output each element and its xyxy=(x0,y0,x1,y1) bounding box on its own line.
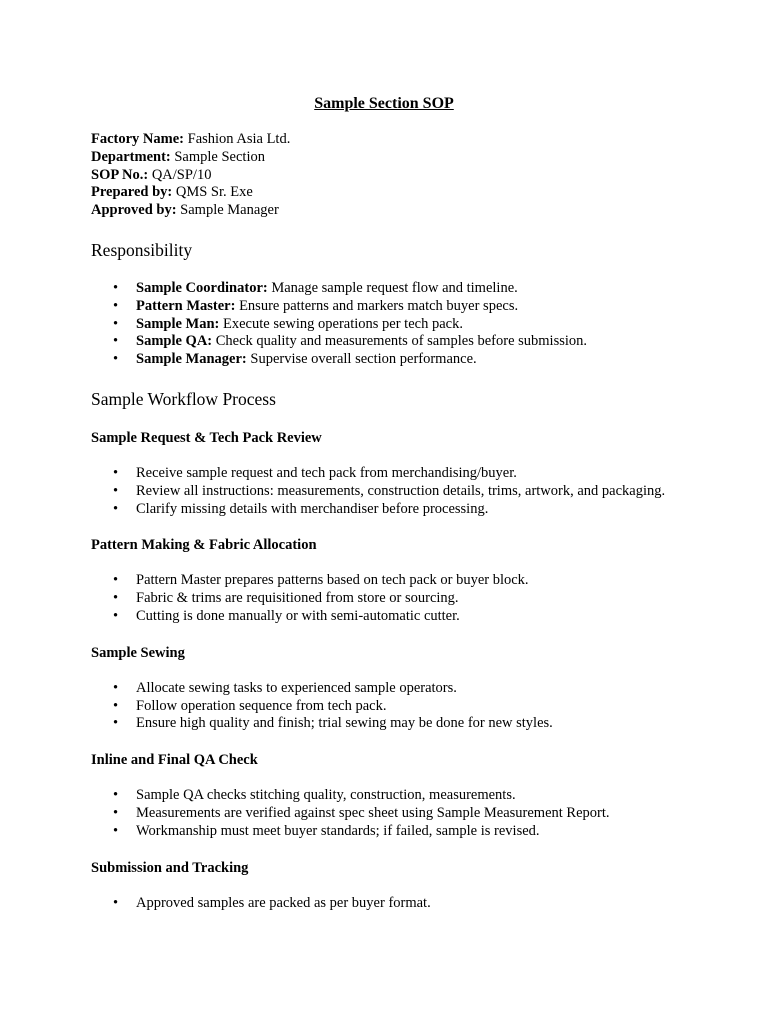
list-item-text: Allocate sewing tasks to experienced sample operators. xyxy=(136,679,457,696)
bullet-icon: • xyxy=(113,894,119,911)
bullet-icon: • xyxy=(113,804,119,821)
subsection-heading-pattern-making: Pattern Making & Fabric Allocation xyxy=(91,537,317,554)
role-text: Execute sewing operations per tech pack. xyxy=(219,315,463,332)
meta-label: Factory Name: xyxy=(91,131,184,147)
role-label: Sample QA: xyxy=(136,333,213,350)
meta-value: QA/SP/10 xyxy=(148,166,212,183)
role-label: Sample Man: xyxy=(136,315,220,332)
list-item xyxy=(91,590,688,608)
list-item xyxy=(91,608,688,626)
list-item xyxy=(91,787,688,805)
list-item xyxy=(91,698,688,716)
bullet-icon: • xyxy=(113,315,119,332)
meta-label: Prepared by: xyxy=(91,184,173,201)
list-item xyxy=(91,895,688,913)
bullet-icon: • xyxy=(113,482,119,499)
list-item xyxy=(91,333,688,351)
list-item-text: Sample QA checks stitching quality, construction, measurements. xyxy=(136,787,516,804)
meta-prepared-by xyxy=(91,184,688,202)
meta-sop-no xyxy=(91,167,688,185)
list-item xyxy=(91,715,688,733)
meta-label: Department: xyxy=(91,148,171,165)
bullet-icon: • xyxy=(113,787,119,804)
document-title: Sample Section SOP xyxy=(314,95,454,112)
bullet-icon: • xyxy=(113,279,119,296)
list-item xyxy=(91,280,688,298)
subsection-heading-qa-check: Inline and Final QA Check xyxy=(91,752,258,769)
workflow-heading: Sample Workflow Process xyxy=(91,388,276,409)
list-item xyxy=(91,501,688,519)
role-text: Ensure patterns and markers match buyer specs. xyxy=(235,297,519,314)
role-text: Manage sample request flow and timeline. xyxy=(267,279,518,296)
subsection-heading-submission: Submission and Tracking xyxy=(91,859,249,876)
list-item-text: Measurements are verified against spec sheet using Sample Measurement Report. xyxy=(136,804,610,821)
list-item xyxy=(91,298,688,316)
meta-value: Sample Manager xyxy=(176,202,279,219)
list-item-text: Workmanship must meet buyer standards; if failed, sample is revised. xyxy=(136,822,540,839)
list-item-text: Cutting is done manually or with semi-automatic cutter. xyxy=(136,607,460,624)
meta-value: QMS Sr. Exe xyxy=(172,184,253,201)
bullet-icon: • xyxy=(113,572,119,589)
bullet-icon: • xyxy=(113,679,119,696)
bullet-icon: • xyxy=(113,822,119,839)
list-item-text: Approved samples are packed as per buyer format. xyxy=(136,894,431,911)
list-item-text: Clarify missing details with merchandiser before processing. xyxy=(136,500,489,517)
meta-value: Sample Section xyxy=(170,148,265,165)
bullet-icon: • xyxy=(113,590,119,607)
list-item xyxy=(91,483,688,501)
list-item xyxy=(91,351,688,369)
bullet-icon: • xyxy=(113,351,119,368)
bullet-icon: • xyxy=(113,607,119,624)
meta-approved-by xyxy=(91,202,688,220)
responsibility-list xyxy=(91,280,688,369)
submission-list xyxy=(91,895,688,913)
list-item-text: Pattern Master prepares patterns based on tech pack or buyer block. xyxy=(136,572,529,589)
role-label: Sample Manager: xyxy=(136,351,247,368)
role-text: Check quality and measurements of samples before submission. xyxy=(212,333,588,350)
list-item-text: Ensure high quality and finish; trial sewing may be done for new styles. xyxy=(136,715,553,732)
subsection-heading-sample-sewing: Sample Sewing xyxy=(91,644,185,661)
meta-label: SOP No.: xyxy=(91,166,149,183)
list-item xyxy=(91,680,688,698)
meta-department xyxy=(91,149,688,167)
bullet-icon: • xyxy=(113,464,119,481)
list-item xyxy=(91,316,688,334)
bullet-icon: • xyxy=(113,333,119,350)
list-item xyxy=(91,465,688,483)
list-item xyxy=(91,805,688,823)
responsibility-heading: Responsibility xyxy=(91,239,193,260)
list-item-text: Follow operation sequence from tech pack. xyxy=(136,697,387,714)
request-review-list xyxy=(91,465,688,518)
subsection-heading-request-review: Sample Request & Tech Pack Review xyxy=(91,429,322,446)
qa-check-list xyxy=(91,787,688,840)
meta-value: Fashion Asia Ltd. xyxy=(184,131,291,147)
bullet-icon: • xyxy=(113,500,119,517)
sample-sewing-list xyxy=(91,680,688,733)
role-label: Pattern Master: xyxy=(136,297,236,314)
list-item-text: Receive sample request and tech pack from merchandising/buyer. xyxy=(136,464,517,481)
bullet-icon: • xyxy=(113,297,119,314)
list-item-text: Review all instructions: measurements, construction details, trims, artwork, and packaging. xyxy=(136,482,666,499)
pattern-making-list xyxy=(91,572,688,625)
role-text: Supervise overall section performance. xyxy=(246,351,477,368)
meta-block xyxy=(91,131,688,220)
list-item xyxy=(91,572,688,590)
role-label: Sample Coordinator: xyxy=(136,279,268,296)
meta-factory-name xyxy=(91,131,688,149)
list-item xyxy=(91,823,688,841)
list-item-text: Fabric & trims are requisitioned from store or sourcing. xyxy=(136,590,459,607)
bullet-icon: • xyxy=(113,697,119,714)
meta-label: Approved by: xyxy=(91,202,177,219)
bullet-icon: • xyxy=(113,715,119,732)
